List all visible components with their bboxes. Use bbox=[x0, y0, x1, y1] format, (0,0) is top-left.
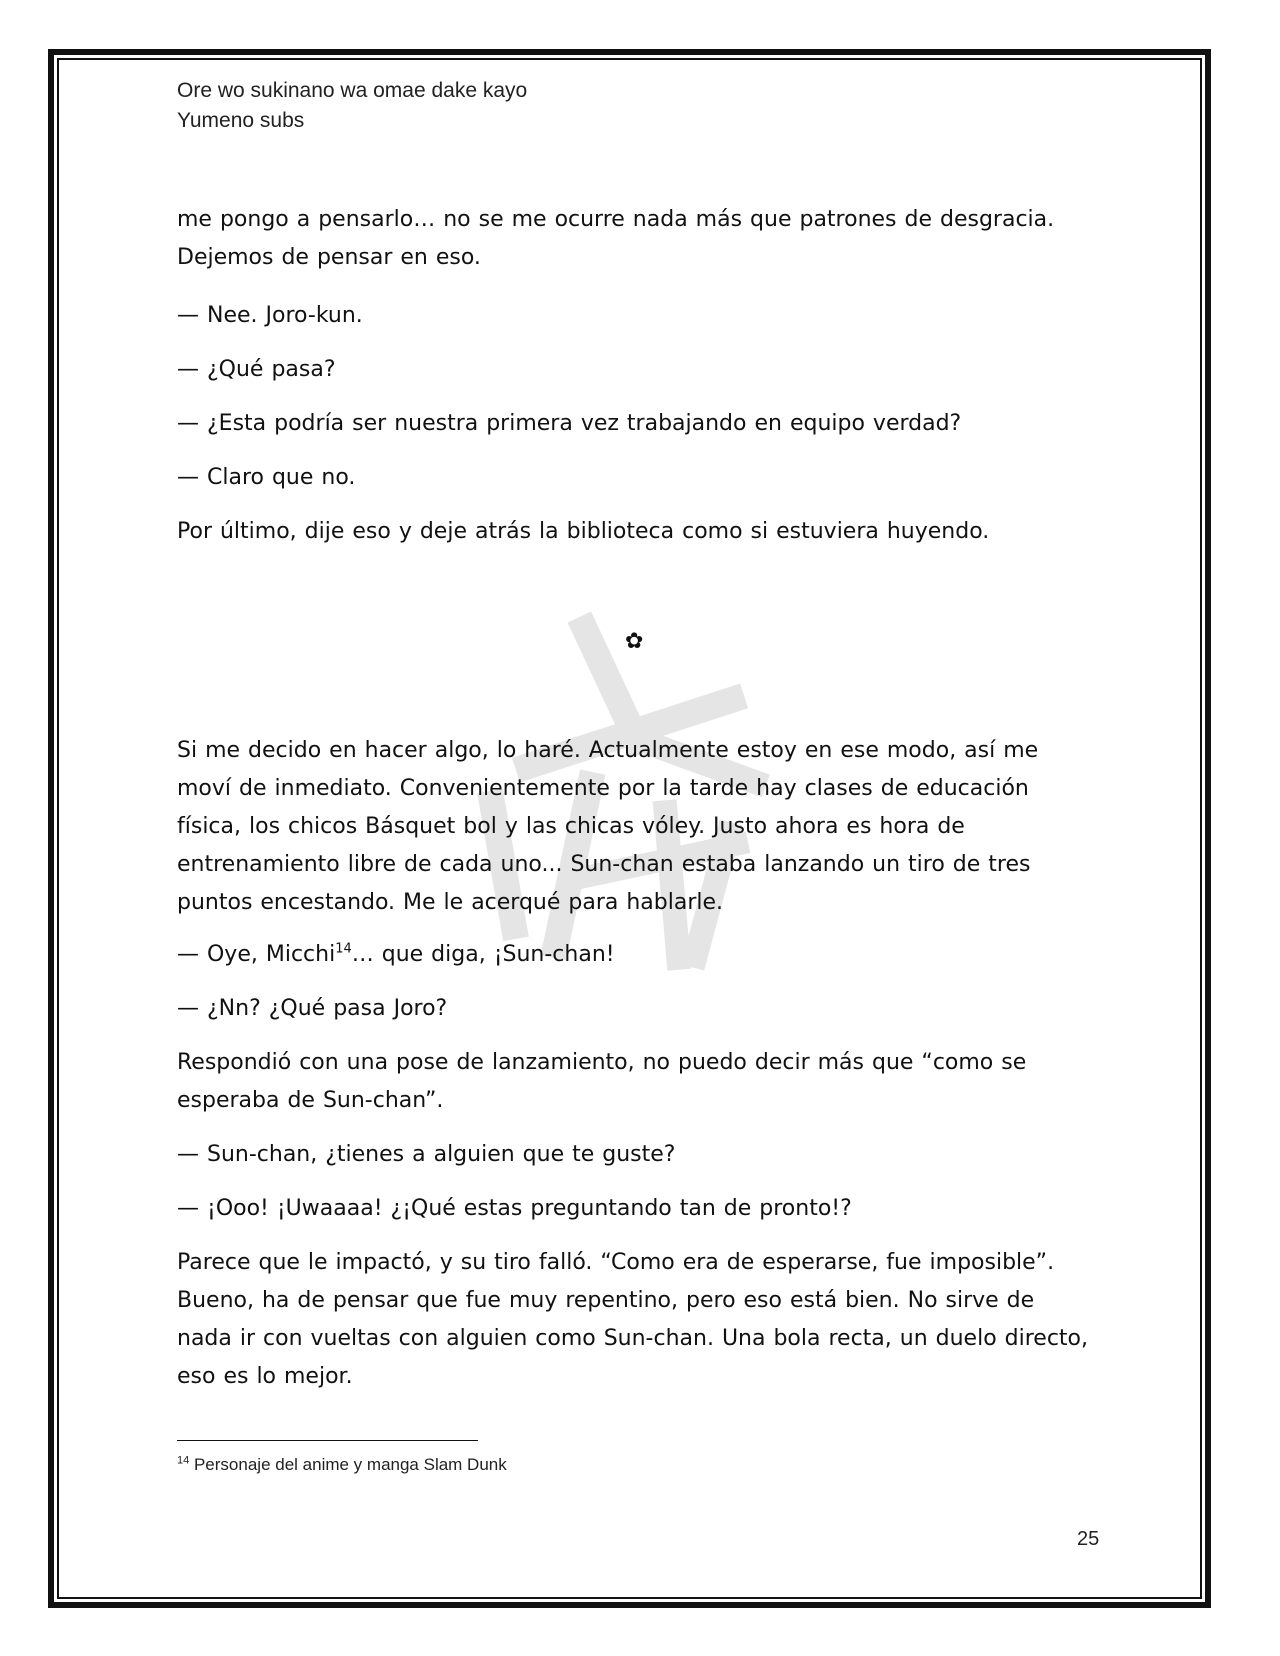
dialogue-line: — ¿Qué pasa? bbox=[177, 357, 336, 382]
paragraph: me pongo a pensarlo… no se me ocurre nada más que patrones de desgracia. Dejemos de pensar en eso. bbox=[177, 207, 1055, 270]
footnote-number: 14 bbox=[177, 1454, 190, 1467]
paragraph: Respondió con una pose de lanzamiento, no puedo decir más que “como se esperaba de Sun-chan”. bbox=[177, 1050, 1027, 1113]
header-subtitle: Yumeno subs bbox=[177, 109, 305, 132]
dialogue-line: — Claro que no. bbox=[177, 465, 356, 490]
dialogue-text: — Oye, Micchi bbox=[177, 942, 336, 967]
paragraph: Parece que le impactó, y su tiro falló. “Como era de esperarse, fue imposible”. Bueno, ha de pensar que fue muy repentino, pero eso está bien. No sirve de nada ir con vueltas con alguien como Sun-chan. Una bola recta, un duelo directo, eso es lo mejor. bbox=[177, 1250, 1088, 1389]
dialogue-line: — Nee. Joro-kun. bbox=[177, 303, 363, 328]
paragraph: Si me decido en hacer algo, lo haré. Actualmente estoy en ese modo, así me moví de inmediato. Convenientemente por la tarde hay clases de educación física, los chicos Básquet bol y las chicas vóley. Justo ahora es hora de entrenamiento libre de cada uno... Sun-chan estaba lanzando un tiro de tres puntos encestando. Me le acerqué para hablarle. bbox=[177, 738, 1039, 915]
dialogue-text: … que diga, ¡Sun-chan! bbox=[351, 942, 615, 967]
running-header bbox=[177, 76, 527, 136]
dialogue-line bbox=[177, 936, 1097, 974]
dialogue-line: — ¡Ooo! ¡Uwaaaa! ¿¡Qué estas preguntando tan de pronto!? bbox=[177, 1196, 852, 1221]
footnote bbox=[177, 1453, 507, 1477]
header-title: Ore wo sukinano wa omae dake kayo bbox=[177, 79, 528, 102]
dialogue-line: — ¿Esta podría ser nuestra primera vez trabajando en equipo verdad? bbox=[177, 411, 962, 436]
dialogue-line: — Sun-chan, ¿tienes a alguien que te guste? bbox=[177, 1142, 676, 1167]
footnote-divider bbox=[177, 1440, 478, 1441]
page-number: 25 bbox=[1077, 1528, 1100, 1550]
footnote-ref[interactable]: 14 bbox=[335, 941, 352, 957]
dialogue-line: — ¿Nn? ¿Qué pasa Joro? bbox=[177, 996, 448, 1021]
paragraph: Por último, dije eso y deje atrás la biblioteca como si estuviera huyendo. bbox=[177, 519, 990, 544]
section-separator-icon: ✿ bbox=[625, 629, 644, 654]
footnote-text: Personaje del anime y manga Slam Dunk bbox=[189, 1455, 507, 1474]
